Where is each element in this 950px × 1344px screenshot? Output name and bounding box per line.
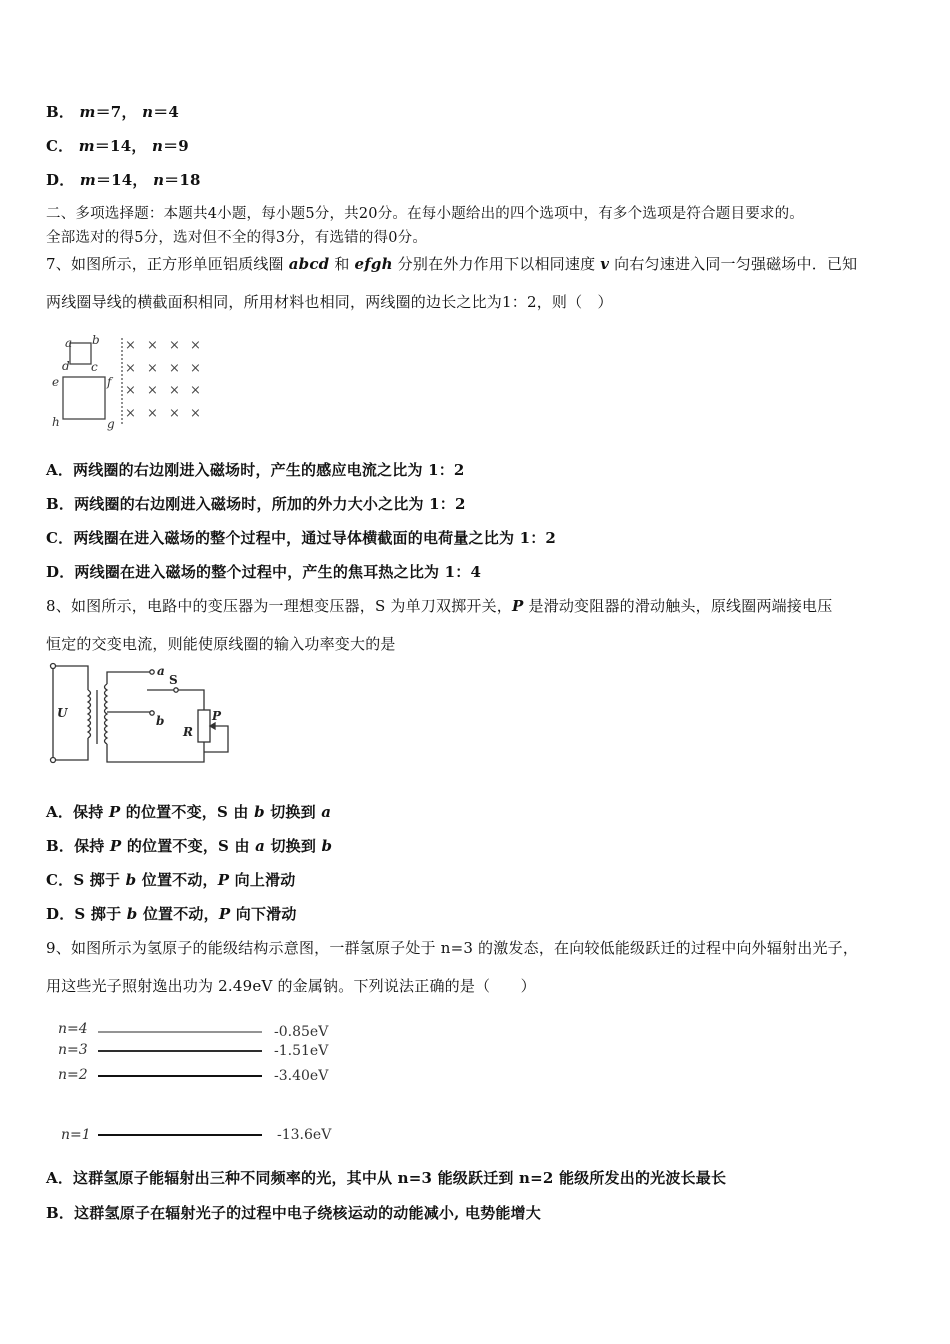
var: P — [217, 871, 230, 889]
q9-stem-line2: 用这些光子照射逸出功为 2.49eV 的金属钠。下列说法正确的是（ ） — [46, 977, 536, 995]
option-text: 两线圈在进入磁场的整个过程中，通过导体横截面的电荷量之比为 1：2 — [73, 529, 557, 547]
svg-text:×: × — [147, 338, 158, 353]
label-h: h — [52, 415, 60, 429]
var: a — [321, 803, 332, 821]
label-e: e — [52, 375, 60, 389]
var-n: n — [153, 171, 165, 189]
option-label: A． — [46, 1169, 74, 1187]
label-b: b — [156, 714, 165, 728]
section-heading-line2: 全部选对的得5分，选对但不全的得3分，有选错的得0分。 — [46, 230, 428, 246]
option-label: B． — [46, 1204, 75, 1222]
m-value: ＝7， — [95, 103, 137, 121]
q7-option-a — [46, 460, 465, 480]
label-R: R — [183, 725, 193, 739]
var-n: n — [142, 103, 154, 121]
option-label: A． — [46, 803, 74, 821]
label-a: a — [157, 664, 165, 678]
level-n3: n=3 — [58, 1042, 88, 1058]
svg-text:×: × — [190, 406, 201, 421]
option-text: 两线圈的右边刚进入磁场时，所加的外力大小之比为 1：2 — [74, 495, 466, 513]
level-n4: n=4 — [58, 1021, 88, 1037]
svg-text:×: × — [125, 406, 136, 421]
q8-stem-line2: 恒定的交变电流，则能使原线圈的输入功率变大的是 — [46, 635, 396, 653]
option-label: C． — [46, 871, 74, 889]
var: b — [125, 871, 137, 889]
section-heading-line1: 二、多项选择题：本题共4小题，每小题5分，共20分。在每小题给出的四个选项中，有多个选项是符合题目要求的。 — [46, 206, 804, 222]
q8-circuit-figure — [44, 662, 234, 768]
magnetic-field-crosses — [125, 338, 201, 421]
option-label: B． — [46, 495, 75, 513]
option-text: 两线圈在进入磁场的整个过程中，产生的焦耳热之比为 1：4 — [74, 563, 482, 581]
text: 位置不动， — [137, 905, 219, 923]
text: S 掷于 — [74, 905, 127, 923]
n-value: ＝18 — [164, 171, 201, 189]
energy-n2: -3.40eV — [274, 1068, 329, 1084]
text: 的位置不变，S 由 — [120, 803, 255, 821]
text: 向右匀速进入同一匀强磁场中．已知 — [609, 255, 858, 273]
var: b — [254, 803, 265, 821]
level-n2: n=2 — [58, 1067, 88, 1083]
var-m: m — [79, 171, 96, 189]
q7-stem-line2: 两线圈导线的横截面积相同，所用材料也相同，两线圈的边长之比为1：2，则（ ） — [46, 293, 613, 311]
svg-text:×: × — [190, 338, 201, 353]
svg-text:×: × — [147, 361, 158, 376]
label-g: g — [107, 417, 115, 431]
coil-abcd: abcd — [288, 255, 330, 273]
var: b — [321, 837, 333, 855]
m-value: ＝14， — [94, 137, 147, 155]
n-value: ＝4 — [153, 103, 180, 121]
text: 分别在外力作用下以相同速度 — [392, 255, 601, 273]
text: 向下滑动 — [230, 905, 297, 923]
q9-option-a — [46, 1168, 726, 1188]
text: 向上滑动 — [229, 871, 296, 889]
svg-text:×: × — [169, 406, 180, 421]
text: 是滑动变阻器的滑动触头，原线圈两端接电压 — [523, 597, 833, 615]
svg-text:×: × — [147, 383, 158, 398]
energy-n3: -1.51eV — [274, 1043, 329, 1059]
q7-coil-figure — [46, 326, 206, 436]
var-m: m — [78, 137, 95, 155]
energy-n4: -0.85eV — [274, 1024, 329, 1040]
option-text: 两线圈的右边刚进入磁场时，产生的感应电流之比为 1：2 — [73, 461, 465, 479]
text: 切换到 — [265, 837, 322, 855]
text: 保持 — [73, 803, 109, 821]
text: 的位置不变，S 由 — [121, 837, 256, 855]
q7-option-b — [46, 494, 466, 514]
var-v: v — [600, 255, 610, 273]
text: S 掷于 — [73, 871, 126, 889]
energy-n1: -13.6eV — [277, 1127, 332, 1143]
option-label: D． — [46, 171, 75, 189]
option-label: B． — [46, 837, 75, 855]
svg-text:×: × — [125, 361, 136, 376]
var: P — [109, 837, 122, 855]
var: P — [218, 905, 231, 923]
var: P — [108, 803, 121, 821]
svg-text:×: × — [169, 338, 180, 353]
label-b: b — [92, 333, 100, 347]
var-n: n — [151, 137, 164, 155]
n-value: ＝9 — [163, 137, 189, 155]
text: 保持 — [74, 837, 110, 855]
q6-option-c — [46, 136, 189, 156]
option-label: C． — [46, 137, 74, 155]
q8-option-b — [46, 836, 332, 856]
label-U: U — [57, 706, 68, 720]
text: 和 — [329, 255, 355, 273]
q7-option-c — [46, 528, 556, 548]
label-f: f — [107, 375, 112, 389]
label-d: d — [62, 359, 70, 373]
q9-stem-line1: 9、如图所示为氢原子的能级结构示意图，一群氢原子处于 n=3 的激发态，在向较低能级跃迁的过程中向外辐射出光子， — [46, 939, 859, 957]
q7-option-d — [46, 562, 481, 582]
var-p: P — [512, 597, 524, 615]
svg-text:×: × — [147, 406, 158, 421]
svg-text:×: × — [169, 361, 180, 376]
q9-energy-level-diagram — [56, 1016, 346, 1146]
option-label: B． — [46, 103, 75, 121]
text: 切换到 — [264, 803, 322, 821]
q7-stem-line1 — [46, 254, 857, 274]
svg-text:×: × — [169, 383, 180, 398]
option-label: A． — [46, 461, 74, 479]
coil-efgh: efgh — [354, 255, 393, 273]
var: a — [255, 837, 266, 855]
option-text: 这群氢原子在辐射光子的过程中电子绕核运动的动能减小, 电势能增大 — [74, 1204, 541, 1222]
var-m: m — [79, 103, 96, 121]
label-a: a — [65, 336, 73, 350]
q8-option-c — [46, 870, 295, 890]
label-P: P — [212, 709, 222, 723]
text: 8、如图所示，电路中的变压器为一理想变压器，S 为单刀双掷开关， — [46, 597, 512, 615]
label-c: c — [91, 360, 98, 374]
level-n1: n=1 — [61, 1127, 91, 1143]
text: 位置不动， — [136, 871, 218, 889]
m-value: ＝14， — [95, 171, 148, 189]
label-S: S — [169, 673, 178, 687]
q6-option-b — [46, 102, 179, 122]
text: 7、如图所示，正方形单匝铝质线圈 — [46, 255, 289, 273]
svg-text:×: × — [190, 383, 201, 398]
q9-option-b — [46, 1203, 541, 1223]
option-label: D． — [46, 905, 75, 923]
var: b — [126, 905, 138, 923]
q8-option-d — [46, 904, 297, 924]
svg-text:×: × — [190, 361, 201, 376]
option-label: D． — [46, 563, 75, 581]
q8-stem-line1 — [46, 596, 832, 616]
svg-text:×: × — [125, 383, 136, 398]
q6-option-d — [46, 170, 201, 190]
svg-text:×: × — [125, 338, 136, 353]
option-text: 这群氢原子能辐射出三种不同频率的光，其中从 n=3 能级跃迁到 n=2 能级所发出的光波长最长 — [73, 1169, 727, 1187]
q8-option-a — [46, 802, 331, 822]
option-label: C． — [46, 529, 74, 547]
